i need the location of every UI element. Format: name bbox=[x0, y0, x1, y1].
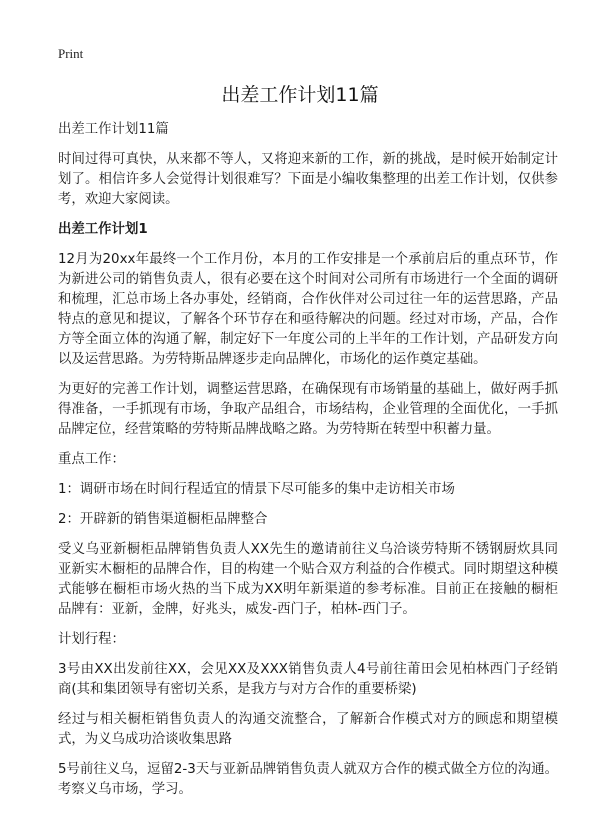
paragraph: 12月为20xx年最终一个工作月份，本月的工作安排是一个承前启后的重点环节，作为新进公司的销售负责人，很有必要在这个时间对公司所有市场进行一个全面的调研和梳理，汇总市场上各办事处，经销商，合作伙伴对公司过往一年的运营思路，产品特点的意见和提议，了解各个环节存在和亟待解决的问题。经过对市场，产品，合作方等全面立体的沟通了解，制定好下一年度公司的上半年的工作计划，产品研发方向以及运营思路。为劳特斯品牌逐步走向品牌化，市场化的运作奠定基础。 bbox=[58, 252, 558, 367]
intro-paragraph: 时间过得可真快，从来都不等人，又将迎来新的工作，新的挑战，是时候开始制定计划了。相信许多人会觉得计划很难写？下面是小编收集整理的出差工作计划，仅供参考，欢迎大家阅读。 bbox=[58, 152, 558, 207]
document-body bbox=[58, 120, 558, 810]
page-title: 出差工作计划11篇 bbox=[221, 84, 379, 106]
key-work-label: 重点工作： bbox=[58, 452, 125, 467]
print-link[interactable]: Print bbox=[58, 46, 84, 61]
key-work-item-1: 1：调研市场在时间行程适宜的情景下尽可能多的集中走访相关市场 bbox=[58, 482, 455, 497]
doc-subtitle: 出差工作计划11篇 bbox=[58, 122, 169, 137]
paragraph: 为更好的完善工作计划，调整运营思路，在确保现有市场销量的基础上，做好两手抓得准备，一手抓现有市场，争取产品组合，市场结构，企业管理的全面优化，一手抓品牌定位，经营策略的劳特斯品牌战略之路。为劳特斯在转型中积蓄力量。 bbox=[58, 382, 558, 437]
itinerary-item: 5号前往义乌，逗留2-3天与亚新品牌销售负责人就双方合作的模式做全方位的沟通。考察义乌市场，学习。 bbox=[58, 762, 558, 797]
paragraph: 经过与相关橱柜销售负责人的沟通交流整合，了解新合作模式对方的顾虑和期望模式，为义乌成功洽谈收集思路 bbox=[58, 712, 558, 747]
key-work-item-2: 2：开辟新的销售渠道橱柜品牌整合 bbox=[58, 512, 268, 527]
paragraph: 受义乌亚新橱柜品牌销售负责人XX先生的邀请前往义乌洽谈劳特斯不锈钢厨炊具同亚新实木橱柜的品牌合作，目的构建一个贴合双方利益的合作模式。同时期望这种模式能够在橱柜市场火热的当下成为XX明年新渠道的参考标准。目前正在接触的橱柜品牌有：亚新，金牌，好兆头，威发-西门子，柏林-西门子。 bbox=[58, 542, 558, 617]
itinerary-label: 计划行程： bbox=[58, 632, 125, 647]
itinerary-item: 3号由XX出发前往XX，会见XX及XXX销售负责人4号前往莆田会见柏林西门子经销商(其和集团领导有密切关系，是我方与对方合作的重要桥梁) bbox=[58, 662, 558, 697]
section-heading: 出差工作计划1 bbox=[58, 222, 148, 237]
